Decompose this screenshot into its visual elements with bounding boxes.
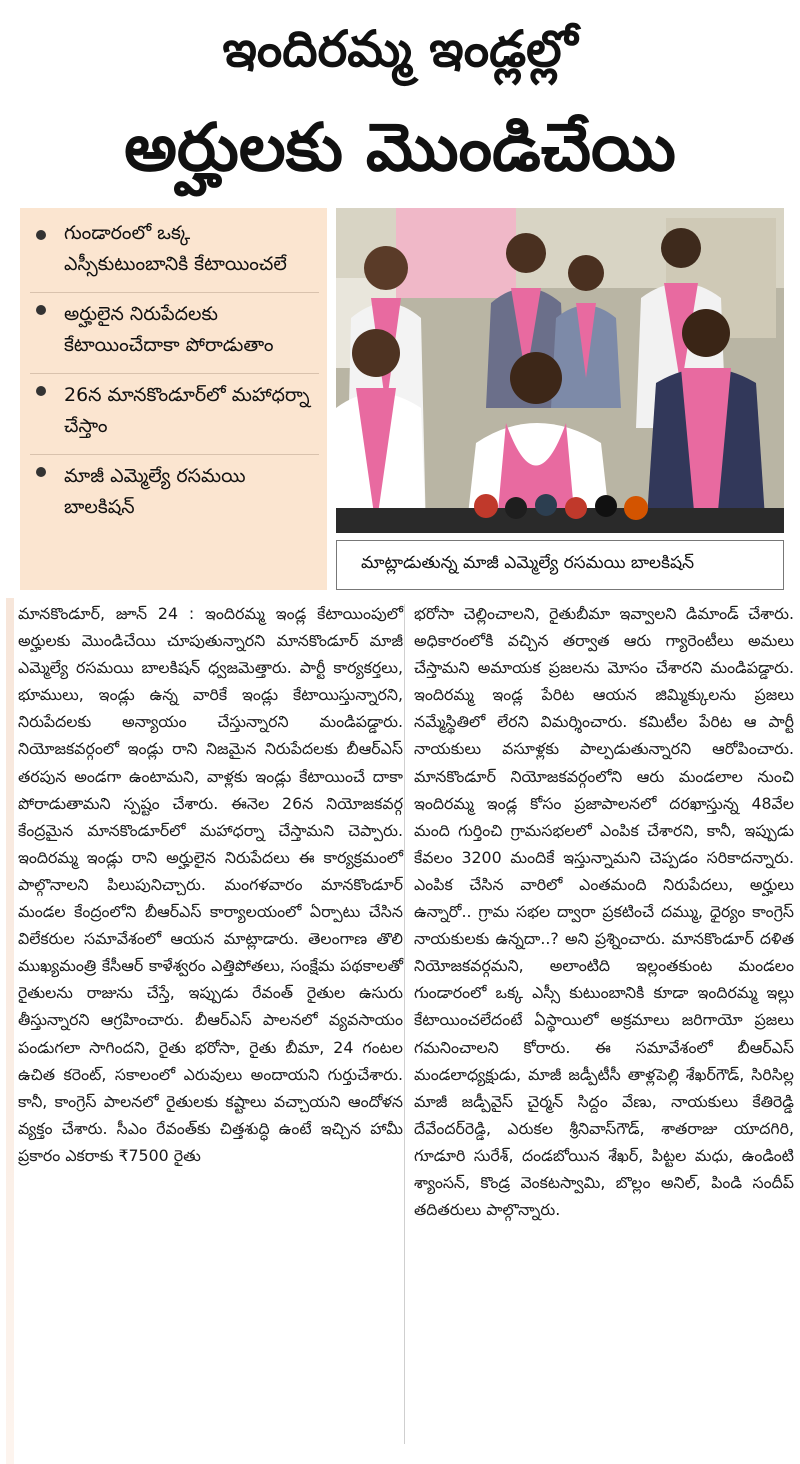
bullet-icon xyxy=(36,386,46,396)
highlight-item xyxy=(30,292,319,361)
article-text-left: మానకొండూర్, జూన్ 24 : ఇందిరమ్మ ఇండ్ల కేటాయింపులో అర్హులకు మొండిచేయి చూపుతున్నారని మానకొండూర్ మాజీ ఎమ్మెల్యే రసమయి బాలకిషన్ ధ్వజమెత్తారు. పార్టీ కార్యకర్తలు, భూములు, ఇండ్లు ఉన్న వారికే ఇండ్లు కేటాయిస్తున్నారని, నిరుపేదలకు అన్యాయం చేస్తున్నారని మండిపడ్డారు. నియోజకవర్గంలో ఇండ్లు రాని నిజమైన నిరుపేదలకు బీఆర్ఎస్ తరపున అండగా ఉంటామని, వాళ్లకు ఇండ్లు కేటాయించే దాకా పోరాడుతామని స్పష్టం చేశారు. ఈనెల 26న నియోజకవర్గ కేంద్రమైన మానకొండూర్‌లో మహాధర్నా చేస్తామని చెప్పారు. ఇందిరమ్మ ఇండ్లు రాని అర్హులైన నిరుపేదలు ఈ కార్యక్రమంలో పాల్గొనాలని పిలుపునిచ్చారు. మంగళవారం మానకొండూర్ మండల కేంద్రంలోని బీఆర్ఎస్ కార్యాలయంలో ఏర్పాటు చేసిన విలేకరుల సమావేశంలో ఆయన మాట్లాడారు. తెలంగాణ తొలి ముఖ్యమంత్రి కేసీఆర్ కాళేశ్వరం ఎత్తిపోతలు, సంక్షేమ పథకాలతో రైతులను రాజును చేస్తే, ఇప్పుడు రేవంత్ రైతుల ఉసురు తీస్తున్నారని ఆగ్రహించారు. బీఆర్ఎస్ పాలనలో వ్యవసాయం పండుగలా సాగిందని, రైతు భరోసా, రైతు బీమా, 24 గంటల ఉచిత కరెంట్, సకాలంలో ఎరువులు అందాయని గుర్తుచేశారు. కానీ, కాంగ్రెస్ పాలనలో రైతులకు కష్టాలు వచ్చాయని ఆందోళన వ్యక్తం చేశారు. సీఎం రేవంత్‌కు చిత్తశుద్ధి ఉంటే ఇచ్చిన హామీ ప్రకారం ఎకరాకు ₹7500 రైతు xyxy=(18,604,403,1165)
article-text-right: భరోసా చెల్లించాలని, రైతుబీమా ఇవ్వాలని డిమాండ్ చేశారు. అధికారంలోకి వచ్చిన తర్వాత ఆరు గ్యారెంటీలు అమలు చేస్తామని అమాయక ప్రజలను మోసం చేశారని మండిపడ్డారు. ఇందిరమ్మ ఇండ్ల పేరిట ఆయన జిమ్మిక్కులను ప్రజలు నమ్మేస్థితిలో లేరని విమర్శించారు. కమిటీల పేరిట ఆ పార్టీ నాయకులు వసూళ్లకు పాల్పడుతున్నారని ఆరోపించారు. మానకొండూర్ నియోజకవర్గంలోని ఆరు మండలాల నుంచి ఇందిరమ్మ ఇండ్ల కోసం ప్రజాపాలనలో దరఖాస్తున్న 48వేల మంది గుర్తించి గ్రామసభలలో ఎంపిక చేశారని, కానీ, ఇప్పుడు కేవలం 3200 మందికే ఇస్తున్నామని చెప్పడం సరికాదన్నారు. ఎంపిక చేసిన వారిలో ఎంతమంది నిరుపేదలు, అర్హులు ఉన్నారో.. గ్రామ సభల ద్వారా ప్రకటించే దమ్ము, ధైర్యం కాంగ్రెస్ నాయకులకు ఉన్నదా..? అని ప్రశ్నించారు. మానకొండూర్ దళిత నియోజకవర్గమని, అలాంటిది ఇల్లంతకుంట మండలం గుండారంలో ఒక్క ఎస్సీ కుటుంబానికి కూడా ఇందిరమ్మ ఇల్లు కేటాయించలేదంటే ఏస్థాయిలో అక్రమాలు జరిగాయో ప్రజలు గమనించాలని కోరారు. ఈ సమావేశంలో బీఆర్ఎస్ మండలాధ్యక్షుడు, మాజీ జడ్పీటీసీ తాళ్లపెల్లి శేఖర్‌గౌడ్, సిరిసిల్ల మాజీ జడ్పీవైస్ చైర్మన్ సిద్దం వేణు, నాయకులు కేతిరెడ్డి దేవేందర్‌రెడ్డి, ఎరుకల శ్రీనివాస్‌గౌడ్, శాతరాజు యాదగిరి, గూడూరి సురేశ్, దండబోయిన శేఖర్, పిట్టల మధు, ఉండింటి శ్యాంసన్, కొండ్ర వెంకటస్వామి, బొల్లం అనిల్, పిండి సందీప్ తదితరులు పాల్గొన్నారు. xyxy=(414,604,794,1220)
bullet-icon xyxy=(36,230,46,240)
bullet-icon xyxy=(36,305,46,315)
headline-line-1: ఇందిరమ్మ ఇండ్లల్లో xyxy=(222,20,578,78)
highlight-item xyxy=(30,218,319,280)
highlight-text: 26న మానకొండూర్‌లో మహాధర్నా చేస్తాం xyxy=(64,384,310,437)
headline xyxy=(0,0,800,200)
article-column-left xyxy=(18,600,403,1169)
highlight-item xyxy=(30,373,319,442)
highlight-text: గుండారంలో ఒక్క ఎస్సీకుటుంబానికి కేటాయించలే xyxy=(64,222,287,275)
article-column-right xyxy=(414,600,794,1223)
decorative-side-bar xyxy=(6,598,14,1464)
headline-line-2: అర్హులకు మొండిచేయి xyxy=(124,109,676,186)
photo-illustration xyxy=(336,208,784,533)
highlights-box xyxy=(20,208,327,590)
photo-caption-box xyxy=(336,540,784,590)
press-meet-photo xyxy=(336,208,784,533)
highlight-text: మాజీ ఎమ్మెల్యే రసమయి బాలకిషన్ xyxy=(64,465,246,518)
photo-caption: మాట్లాడుతున్న మాజీ ఎమ్మెల్యే రసమయి బాలకిషన్ xyxy=(361,553,695,573)
column-divider xyxy=(404,604,405,1444)
highlight-item xyxy=(30,454,319,523)
highlight-text: అర్హులైన నిరుపేదలకు కేటాయించేదాకా పోరాడుతాం xyxy=(64,303,274,356)
bullet-icon xyxy=(36,467,46,477)
